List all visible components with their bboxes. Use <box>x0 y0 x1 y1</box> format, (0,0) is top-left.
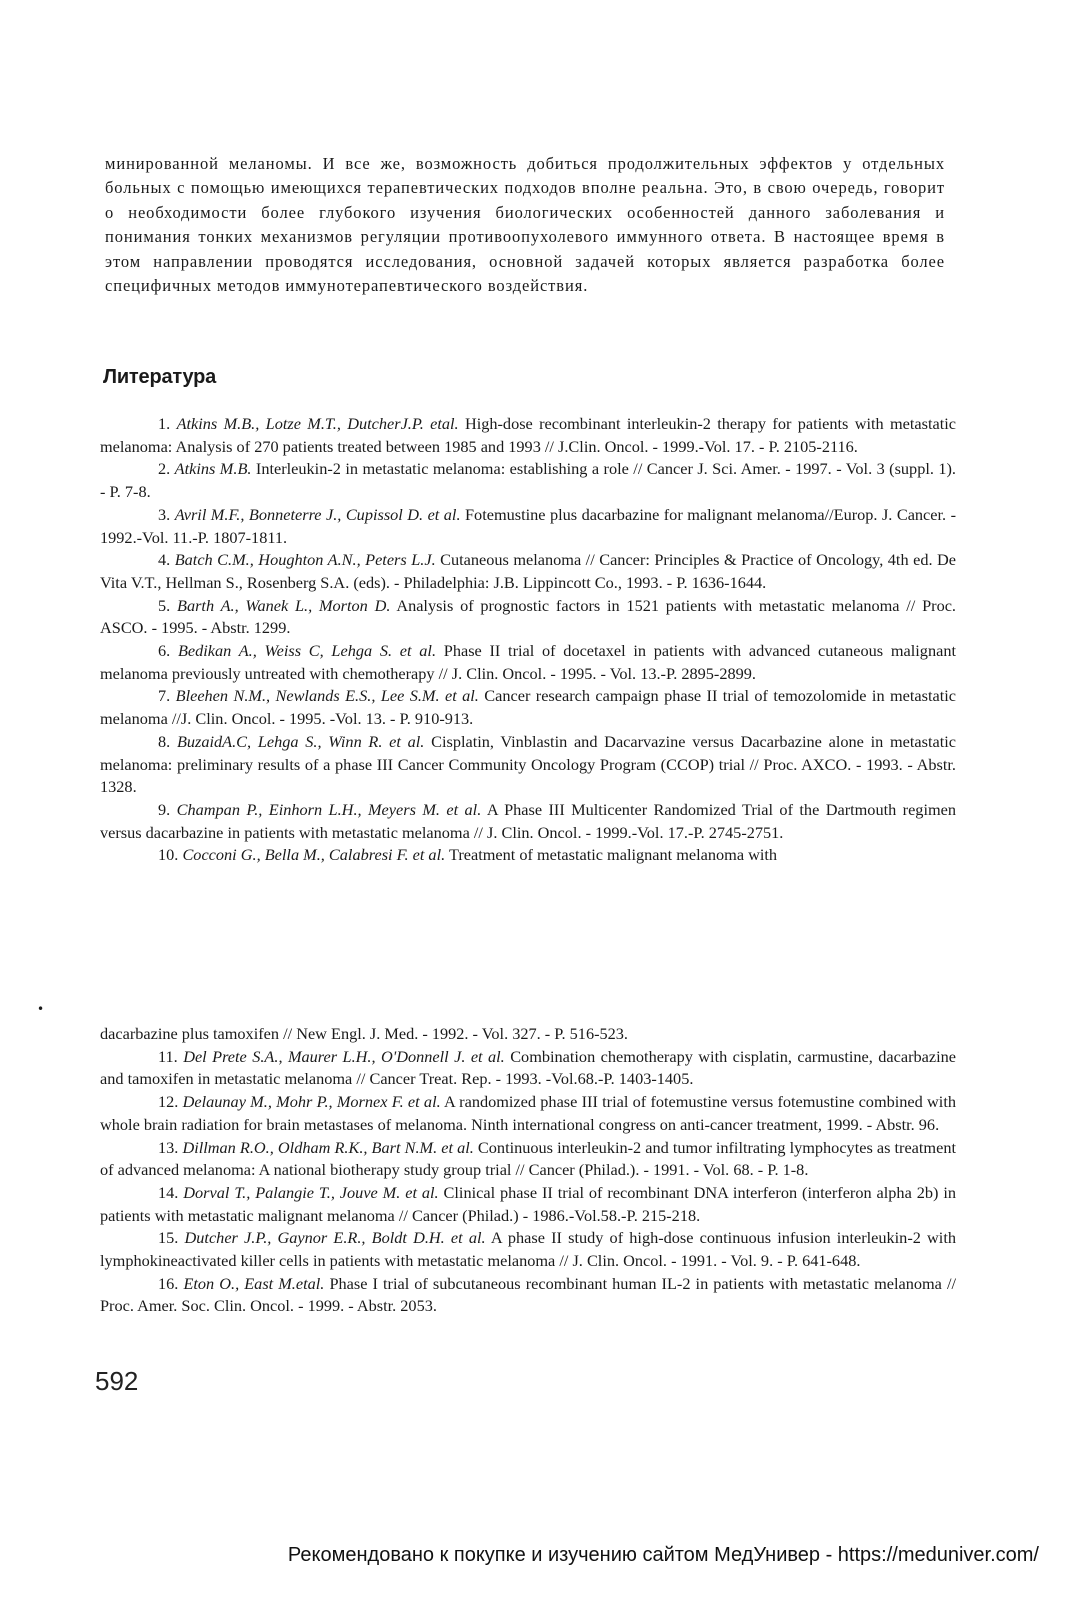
reference-list <box>100 413 956 867</box>
reference-list-continued <box>100 1023 956 1318</box>
reference-item: 3. Avril M.F., Bonneterre J., Cupissol D. et al. Fotemustine plus dacarbazine for malignant melanoma//Europ. J. Cancer. - 1992.-Vol. 11.-P. 1807-1811. <box>100 504 956 547</box>
reference-item: 1. Atkins M.B., Lotze M.T., DutcherJ.P. etal. High-dose recombinant interleukin-2 therapy for patients with metastatic melanoma: Analysis of 270 patients treated between 1985 and 1993 // J.Clin. Oncol. - 1999.-Vol. 17. - P. 2105-2116. <box>100 414 956 456</box>
section-heading: Литература <box>103 366 217 388</box>
bullet-mark: • <box>37 1002 45 1016</box>
page-number: 592 <box>95 1366 139 1396</box>
reference-item: 12. Delaunay M., Mohr P., Mornex F. et al. A randomized phase III trial of fotemustine versus fotemustine combined with whole brain radiation for brain metastases of melanoma. Ninth international congress on anti-cancer treatment, 1999. - Abstr. 96. <box>100 1092 956 1134</box>
reference-item: 4. Batch C.M., Houghton A.N., Peters L.J. Cutaneous melanoma // Cancer: Principles & Practice of Oncology, 4th ed. De Vita V.T., Hellman S., Rosenberg S.A. (eds). - Philadelphia: J.B. Lippincott Co., 1993. - P. 1636-1644. <box>100 550 957 592</box>
reference-item: 8. BuzaidA.C, Lehga S., Winn R. et al. Cisplatin, Vinblastin and Dacarvazine versus Dacarbazine alone in metastatic melanoma: preliminary results of a phase III Cancer Community Oncology Program (CCOP) trial // Proc. AXCO. - 1993. - Abstr. 1328. <box>100 731 956 797</box>
reference-item: 6. Bedikan A., Weiss C, Lehga S. et al. Phase II trial of docetaxel in patients with advanced cutaneous malignant melanoma previously untreated with chemotherapy // J. Clin. Oncol. - 1995. - Vol. 13.-P. 2895-2899. <box>100 641 956 683</box>
reference-item: 11. Del Prete S.A., Maurer L.H., O'Donnell J. et al. Combination chemotherapy with cisplatin, carmustine, dacarbazine and tamoxifen in metastatic melanoma // Cancer Treat. Rep. - 1993. -Vol.68.-P. 1403-1405. <box>100 1046 956 1089</box>
reference-item: 10. Cocconi G., Bella M., Calabresi F. et al. Treatment of metastatic malignant melanoma with <box>158 845 778 865</box>
reference-item: 9. Champan P., Einhorn L.H., Meyers M. et al. A Phase III Multicenter Randomized Trial of the Dartmouth regimen versus dacarbazine in patients with metastatic melanoma // J. Clin. Oncol. - 1999.-Vol. 17.-P. 2745-2751. <box>100 799 957 842</box>
intro-paragraph: минированной меланомы. И все же, возможность добиться продолжительных эффектов у отдельных больных с помощью имеющихся терапевтических подходов вполне реальна. Это, в свою очередь, говорит о необходимости более глубокого изучения биологических особенностей данного заболевания и понимания тонких механизмов регуляции противоопухолевого иммунного ответа. В настоящее время в этом направлении проводятся исследования, основной задачей которых является разработка более специфичных методов иммунотерапевтического воздействия. <box>105 154 945 296</box>
reference-item: 5. Barth A., Wanek L., Morton D. Analysis of prognostic factors in 1521 patients with metastatic melanoma // Proc. ASCO. - 1995. - Abstr. 1299. <box>100 595 957 638</box>
reference-item: 14. Dorval T., Palangie T., Jouve M. et al. Clinical phase II trial of recombinant DNA interferon (interferon alpha 2b) in patients with metastatic malignant melanoma // Cancer (Philad.) - 1986.-Vol.58.-P. 215-218. <box>100 1182 956 1225</box>
reference-item: 15. Dutcher J.P., Gaynor E.R., Boldt D.H. et al. A phase II study of high-dose continuous infusion interleukin-2 with lymphokineactivated killer cells in patients with metastatic melanoma // J. Clin. Oncol. - 1991. - Vol. 9. - P. 641-648. <box>100 1228 956 1271</box>
reference-item: 2. Atkins M.B. Interleukin-2 in metastatic melanoma: establishing a role // Cancer J. Sci. Amer. - 1997. - Vol. 3 (suppl. 1). - P. 7-8. <box>100 459 957 502</box>
reference-continuation: dacarbazine plus tamoxifen // New Engl. J. Med. - 1992. - Vol. 327. - P. 516-523. <box>100 1024 629 1043</box>
reference-item: 13. Dillman R.O., Oldham R.K., Bart N.M. et al. Continuous interleukin-2 and tumor infiltrating lymphocytes as treatment of advanced melanoma: A national biotherapy study group trial // Cancer (Philad.). - 1991. - Vol. 68. - P. 1-8. <box>100 1137 956 1180</box>
footer-banner: Рекомендовано к покупке и изучению сайтом МедУнивер - https://meduniver.com/ <box>287 1544 1039 1566</box>
reference-item: 7. Bleehen N.M., Newlands E.S., Lee S.M. et al. Cancer research campaign phase II trial of temozolomide in metastatic melanoma //J. Clin. Oncol. - 1995. -Vol. 13. - P. 910-913. <box>100 686 956 729</box>
reference-item: 16. Eton O., East M.etal. Phase I trial of subcutaneous recombinant human IL-2 in patients with metastatic melanoma // Proc. Amer. Soc. Clin. Oncol. - 1999. - Abstr. 2053. <box>100 1273 957 1316</box>
